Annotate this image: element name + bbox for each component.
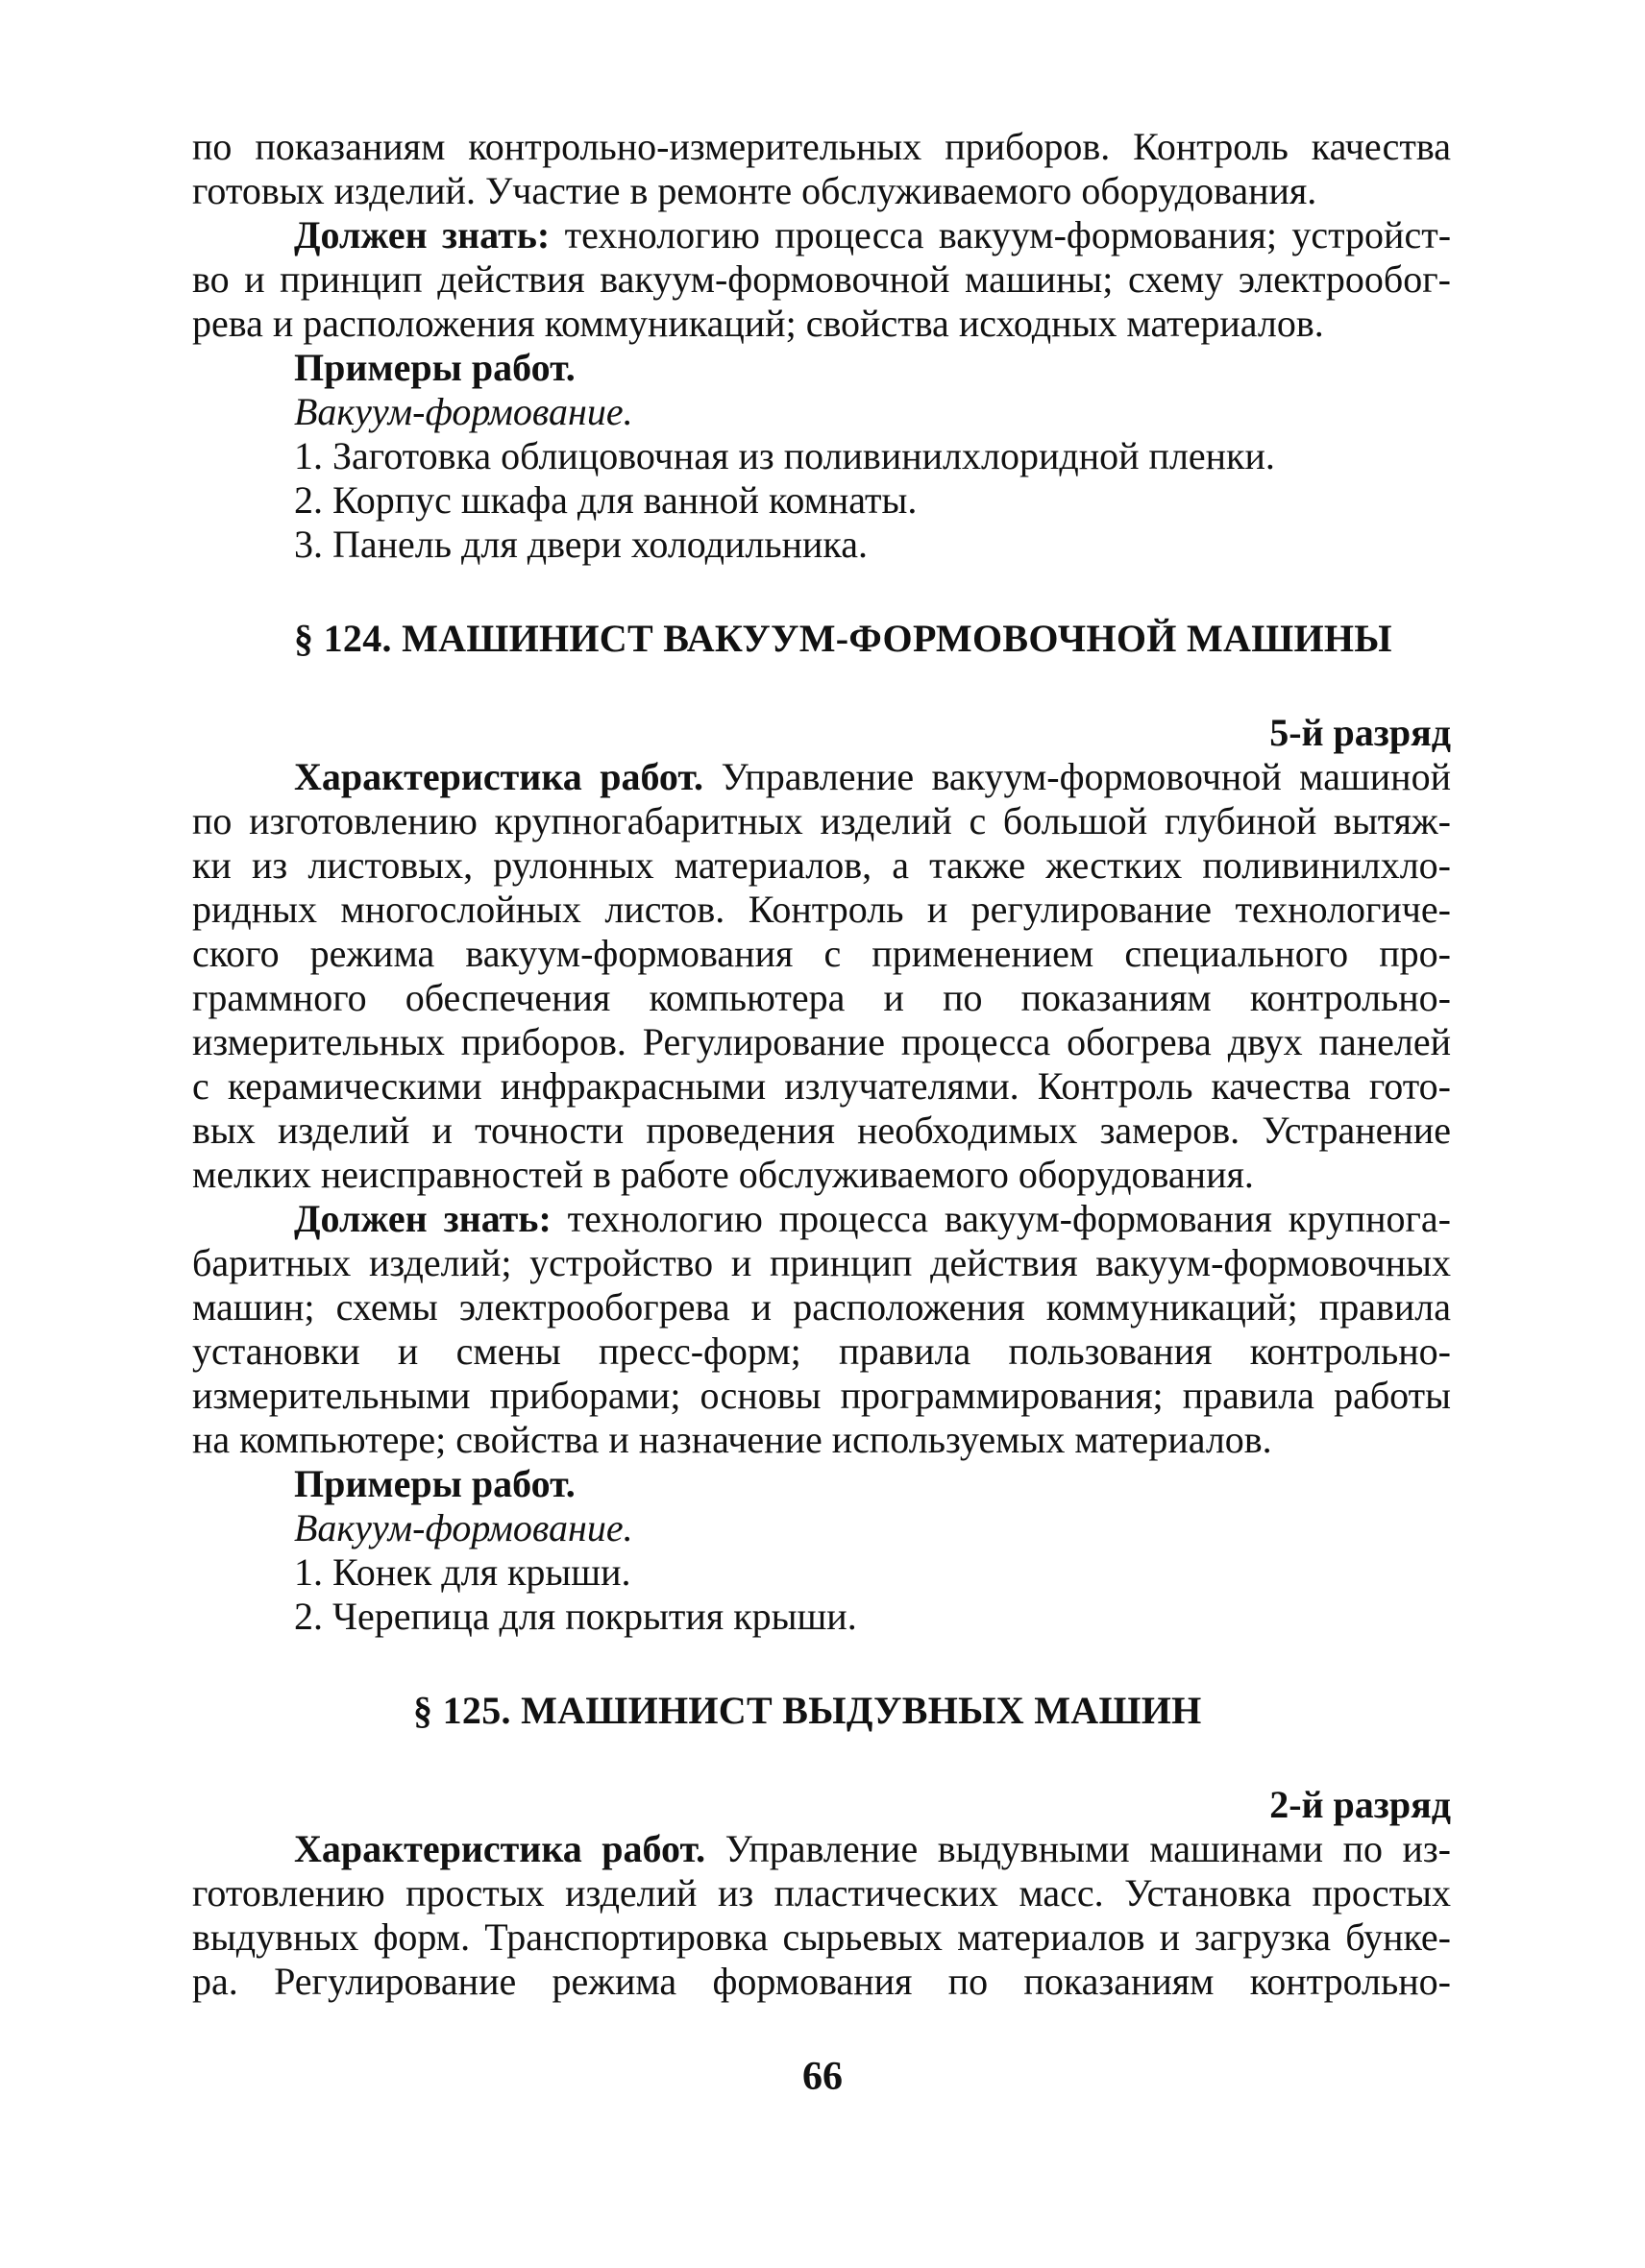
- text-line: ки из листовых, рулонных материалов, а также жестких поливинилхло-: [192, 843, 1451, 887]
- text-line: ридных многослойных листов. Контроль и регулирование технологиче-: [192, 888, 1451, 931]
- text-line: на компьютере; свойства и назначение используемых материалов.: [192, 1418, 1272, 1461]
- must-know-text: технологию процесса вакуум-формования; устройст-: [564, 213, 1452, 256]
- examples-block: [192, 346, 1451, 567]
- text-line: готовлению простых изделий из пластических масс. Установка простых: [192, 1871, 1451, 1914]
- text-line: ского режима вакуум-формования с применением специального про-: [192, 932, 1451, 975]
- text-line: по показаниям контрольно-измерительных приборов. Контроль качества: [192, 125, 1451, 168]
- text-line: готовых изделий. Участие в ремонте обслуживаемого оборудования.: [192, 169, 1317, 212]
- text-line: вых изделий и точности проведения необходимых замеров. Устранение: [192, 1109, 1451, 1152]
- example-item: 1. Заготовка облицовочная из поливинилхлоридной пленки.: [294, 434, 1275, 477]
- example-item: 3. Панель для двери холодильника.: [294, 523, 868, 566]
- text-line: [192, 213, 1451, 257]
- text-line: во и принцип действия вакуум-формовочной машины; схему электрообог-: [192, 257, 1451, 301]
- text-line: мелких неисправностей в работе обслуживаемого оборудования.: [192, 1153, 1254, 1196]
- text-line: с керамическими инфракрасными излучателями. Контроль качества гото-: [192, 1064, 1451, 1108]
- text-line: баритных изделий; устройство и принцип действия вакуум-формовочных: [192, 1241, 1451, 1284]
- examples-subtitle: Вакуум-формование.: [294, 1506, 633, 1549]
- text-line: граммного обеспечения компьютера и по показаниям контрольно-: [192, 976, 1451, 1019]
- must-know-paragraph: [192, 1197, 1451, 1462]
- examples-block: [192, 1462, 1451, 1639]
- text-line: измерительными приборами; основы программирования; правила работы: [192, 1374, 1451, 1417]
- characteristics-label: Характеристика работ.: [294, 1827, 706, 1870]
- text-line: Должен знать: технологию процесса вакуум-формования крупнога-: [294, 1197, 1451, 1240]
- text-line: по изготовлению крупногабаритных изделий с большой глубиной вытяж-: [192, 799, 1451, 842]
- example-item: 2. Корпус шкафа для ванной комнаты.: [294, 478, 918, 522]
- page-number: 66: [802, 2055, 843, 2099]
- section-heading-125: § 125. МАШИНИСТ ВЫДУВНЫХ МАШИН: [413, 1689, 1202, 1732]
- text-line: Характеристика работ. Управление выдувными машинами по из-: [294, 1827, 1451, 1870]
- examples-subtitle: Вакуум-формование.: [294, 390, 633, 433]
- text-line: установки и смены пресс-форм; правила пользования контрольно-: [192, 1329, 1451, 1373]
- examples-title: Примеры работ.: [294, 346, 576, 389]
- must-know-paragraph: [192, 213, 1451, 346]
- continuation-paragraph: [192, 125, 1451, 213]
- characteristics-label: Характеристика работ.: [294, 755, 704, 798]
- must-know-label: Должен знать:: [294, 1197, 552, 1240]
- examples-title: Примеры работ.: [294, 1462, 576, 1505]
- example-item: 1. Конек для крыши.: [294, 1550, 631, 1594]
- grade-label: 5-й разряд: [1269, 711, 1451, 754]
- characteristics-paragraph: [192, 1827, 1451, 2004]
- example-item: 2. Черепица для покрытия крыши.: [294, 1595, 857, 1638]
- characteristics-paragraph: [192, 755, 1451, 1197]
- text-line: измерительных приборов. Регулирование процесса обогрева двух панелей: [192, 1020, 1451, 1063]
- text-line: ра. Регулирование режима формования по показаниям контрольно-: [192, 1960, 1451, 2003]
- grade-label: 2-й разряд: [1269, 1783, 1451, 1826]
- text-line: машин; схемы электрообогрева и расположения коммуникаций; правила: [192, 1285, 1451, 1329]
- text-line: Характеристика работ. Управление вакуум-формовочной машиной: [294, 755, 1451, 798]
- document-page: [192, 125, 1451, 2004]
- text-line: выдувных форм. Транспортировка сырьевых материалов и загрузка бунке-: [192, 1915, 1451, 1959]
- must-know-label: Должен знать:: [294, 213, 551, 256]
- text-line: рева и расположения коммуникаций; свойства исходных материалов.: [192, 302, 1324, 345]
- section-heading-124: § 124. МАШИНИСТ ВАКУУМ-ФОРМОВОЧНОЙ МАШИНЫ: [294, 617, 1392, 660]
